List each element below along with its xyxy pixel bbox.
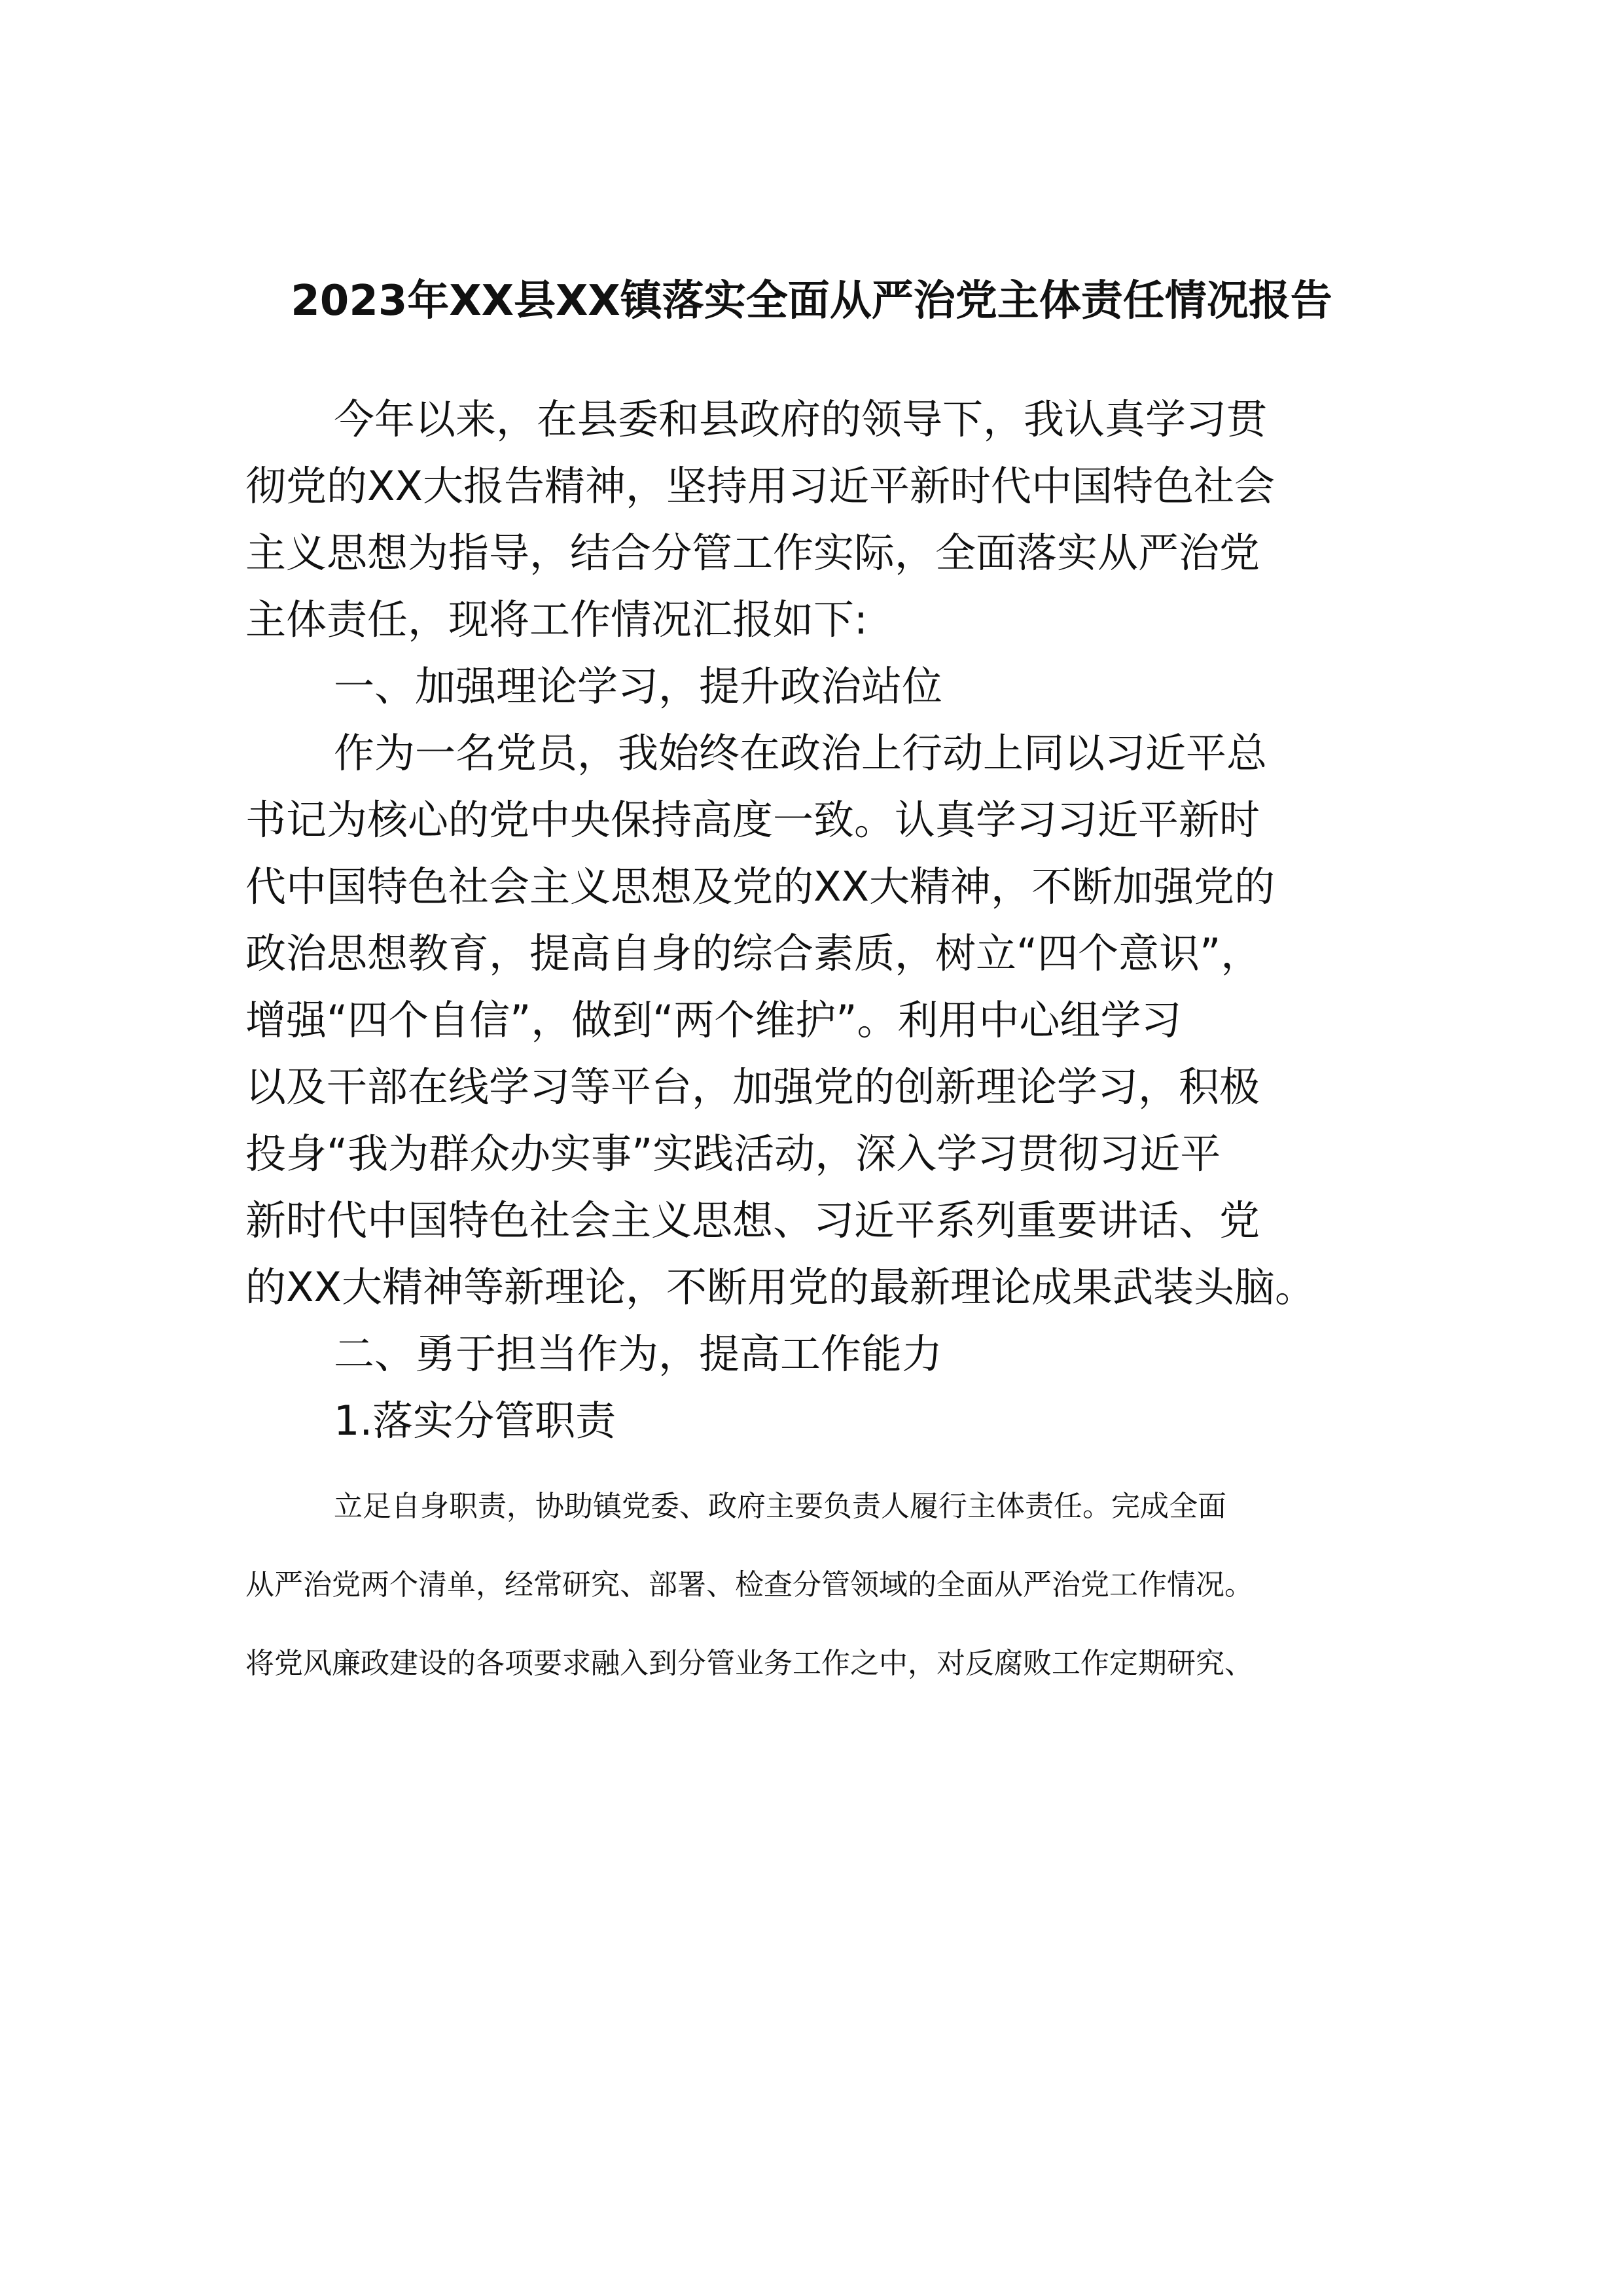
paragraph-line: 作为一名党员，我始终在政治上行动上同以习近平总 bbox=[334, 729, 1268, 777]
section-heading: 一、加强理论学习，提升政治站位 bbox=[334, 662, 943, 710]
section-heading: 二、勇于担当作为，提高工作能力 bbox=[334, 1330, 943, 1378]
paragraph-line: 的XX大精神等新理论，不断用党的最新理论成果武装头脑。 bbox=[245, 1263, 1315, 1311]
paragraph-line: 以及干部在线学习等平台，加强党的创新理论学习，积极 bbox=[245, 1063, 1260, 1111]
subsection-heading: 1.落实分管职责 bbox=[334, 1397, 616, 1444]
paragraph-line: 投身“我为群众办实事”实践活动，深入学习贯彻习近平 bbox=[245, 1130, 1221, 1177]
paragraph-line: 彻党的XX大报告精神，坚持用习近平新时代中国特色社会 bbox=[245, 462, 1275, 510]
small-paragraph-line: 将党风廉政建设的各项要求融入到分管业务工作之中，对反腐败工作定期研究、 bbox=[245, 1647, 1253, 1680]
paragraph-line: 增强“四个自信”，做到“两个维护”。利用中心组学习 bbox=[245, 996, 1182, 1044]
paragraph-line: 书记为核心的党中央保持高度一致。认真学习习近平新时 bbox=[245, 796, 1260, 844]
small-paragraph-line: 从严治党两个清单，经常研究、部署、检查分管领域的全面从严治党工作情况。 bbox=[245, 1568, 1253, 1602]
paragraph-line: 新时代中国特色社会主义思想、习近平系列重要讲话、党 bbox=[245, 1196, 1260, 1244]
paragraph-line: 主体责任，现将工作情况汇报如下: bbox=[245, 596, 868, 643]
document-body bbox=[245, 386, 1397, 1703]
small-paragraph-line: 立足自身职责，协助镇党委、政府主要负责人履行主体责任。完成全面 bbox=[334, 1490, 1226, 1523]
document-title: 2023年XX县XX镇落实全面从严治党主体责任情况报告 bbox=[291, 277, 1332, 325]
paragraph-line: 代中国特色社会主义思想及党的XX大精神，不断加强党的 bbox=[245, 863, 1275, 910]
paragraph-line: 政治思想教育，提高自身的综合素质，树立“四个意识”， bbox=[245, 929, 1262, 977]
paragraph-line: 主义思想为指导，结合分管工作实际，全面落实从严治党 bbox=[245, 529, 1260, 577]
paragraph-line: 今年以来，在县委和县政府的领导下，我认真学习贯 bbox=[334, 395, 1268, 443]
